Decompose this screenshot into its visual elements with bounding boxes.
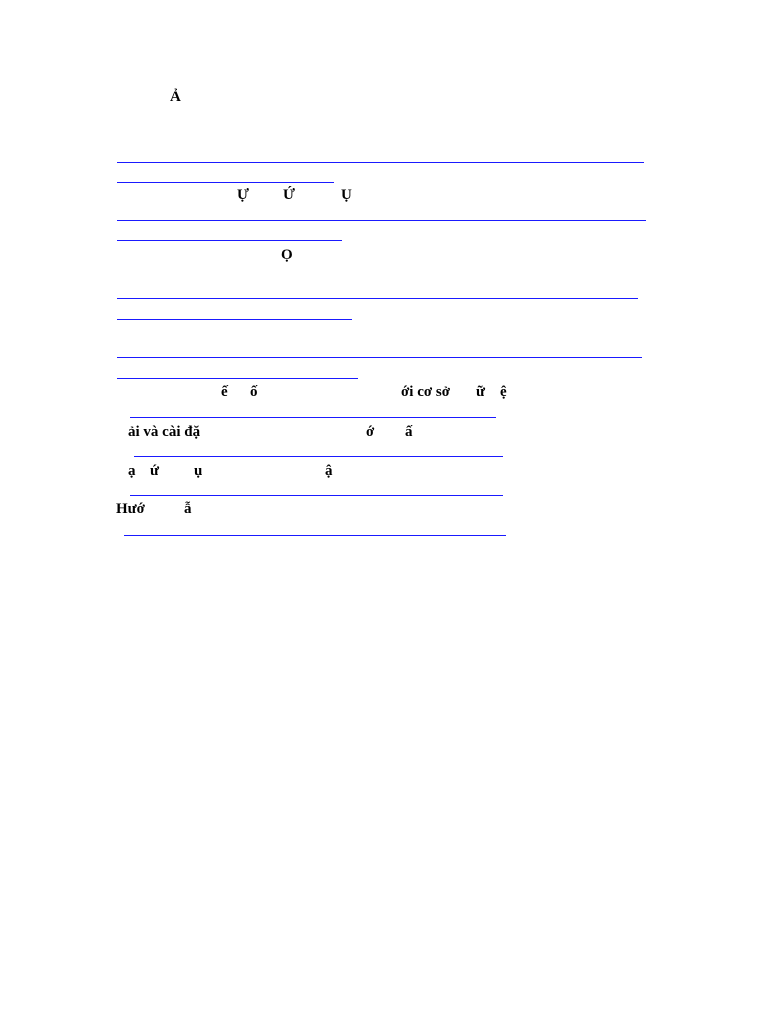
toc-entry-5-text: ữ [476,384,486,400]
toc-entry-1-underline-2 [117,182,334,183]
toc-entry-7-text: ậ [325,463,333,479]
toc-entry-7-underline [130,495,503,496]
toc-entry-2-text: Ự [237,187,249,203]
toc-entry-2-text: Ứ [283,187,295,203]
toc-entry-5-text: ới cơ sở [401,384,451,400]
toc-entry-5-text: ệ [500,384,507,400]
toc-entry-7-text: ụ [194,463,203,479]
toc-entry-5-text: ế [221,384,228,400]
toc-entry-2-underline [117,220,646,221]
toc-entry-5-text: ố [250,384,258,400]
toc-entry-8-text: ẫ [184,501,192,517]
toc-entry-7-text: ứ [150,463,160,479]
toc-entry-1-underline [117,162,644,163]
toc-entry-6-text: ải và cài đặ [128,424,201,440]
toc-entry-2-text: Ụ [341,187,352,203]
toc-entry-6-underline [134,456,503,457]
toc-entry-3-underline-2 [117,319,352,320]
toc-entry-3-text: Ọ [281,247,293,263]
toc-entry-4-underline-2 [117,378,358,379]
toc-entry-5-underline [130,417,496,418]
toc-entry-8-underline [124,535,506,536]
toc-entry-2-underline-2 [117,240,342,241]
toc-entry-6-text: ấ [405,424,413,440]
toc-entry-7-text: ạ [128,463,136,479]
page-heading-fragment: Ả [170,89,181,105]
toc-entry-3-underline [117,298,638,299]
toc-entry-4-underline [117,357,642,358]
toc-entry-8-text: Hướ [116,501,145,517]
toc-entry-6-text: ớ [366,424,375,440]
